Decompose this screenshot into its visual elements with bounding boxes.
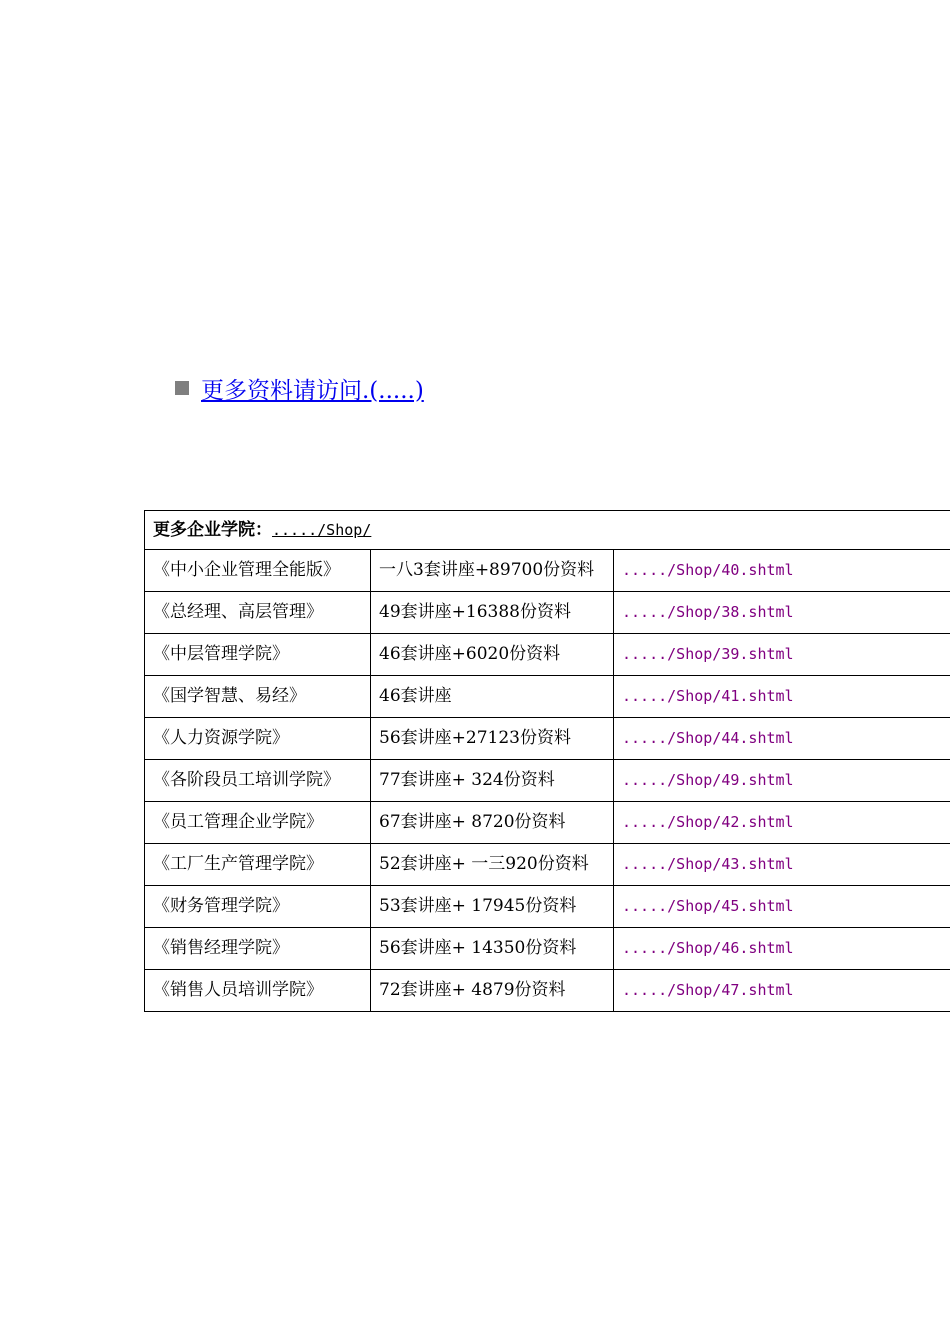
enterprise-college-table	[144, 510, 950, 1012]
table-row	[145, 928, 950, 970]
course-name: 《各阶段员工培训学院》	[145, 760, 371, 802]
course-content: 一八3套讲座+89700份资料	[371, 550, 614, 592]
square-bullet-icon	[175, 381, 189, 395]
table-row	[145, 844, 950, 886]
course-content: 46套讲座	[371, 676, 614, 718]
course-content: 56套讲座+ 14350份资料	[371, 928, 614, 970]
course-url-link[interactable]: ...../Shop/46.shtml	[622, 939, 794, 957]
course-url-link[interactable]: ...../Shop/49.shtml	[622, 771, 794, 789]
course-url-cell	[614, 928, 950, 970]
course-url-link[interactable]: ...../Shop/45.shtml	[622, 897, 794, 915]
course-url-link[interactable]: ...../Shop/47.shtml	[622, 981, 794, 999]
course-url-cell	[614, 592, 950, 634]
course-url-cell	[614, 718, 950, 760]
course-url-cell	[614, 970, 950, 1012]
course-url-cell	[614, 550, 950, 592]
course-name: 《总经理、高层管理》	[145, 592, 371, 634]
course-url-link[interactable]: ...../Shop/39.shtml	[622, 645, 794, 663]
table-header-cell	[145, 511, 950, 550]
course-name: 《国学智慧、易经》	[145, 676, 371, 718]
course-name: 《销售经理学院》	[145, 928, 371, 970]
course-content: 46套讲座+6020份资料	[371, 634, 614, 676]
course-content: 52套讲座+ 一三920份资料	[371, 844, 614, 886]
course-url-link[interactable]: ...../Shop/43.shtml	[622, 855, 794, 873]
course-url-link[interactable]: ...../Shop/41.shtml	[622, 687, 794, 705]
table-row	[145, 676, 950, 718]
course-content: 77套讲座+ 324份资料	[371, 760, 614, 802]
course-url-link[interactable]: ...../Shop/40.shtml	[622, 561, 794, 579]
course-content: 49套讲座+16388份资料	[371, 592, 614, 634]
table-row	[145, 634, 950, 676]
table-header-link[interactable]: ...../Shop/	[272, 521, 372, 539]
course-url-cell	[614, 886, 950, 928]
course-url-link[interactable]: ...../Shop/42.shtml	[622, 813, 794, 831]
course-content: 72套讲座+ 4879份资料	[371, 970, 614, 1012]
more-resources-line	[175, 372, 424, 404]
table-row	[145, 550, 950, 592]
table-row	[145, 592, 950, 634]
table-row	[145, 802, 950, 844]
course-name: 《中层管理学院》	[145, 634, 371, 676]
course-url-link[interactable]: ...../Shop/38.shtml	[622, 603, 794, 621]
table-header-row	[145, 511, 950, 550]
course-url-cell	[614, 634, 950, 676]
course-url-cell	[614, 676, 950, 718]
course-url-cell	[614, 802, 950, 844]
course-name: 《工厂生产管理学院》	[145, 844, 371, 886]
course-url-cell	[614, 844, 950, 886]
course-content: 56套讲座+27123份资料	[371, 718, 614, 760]
table-row	[145, 886, 950, 928]
table-row	[145, 760, 950, 802]
table-row	[145, 970, 950, 1012]
course-name: 《销售人员培训学院》	[145, 970, 371, 1012]
course-content: 53套讲座+ 17945份资料	[371, 886, 614, 928]
table-row	[145, 718, 950, 760]
course-name: 《员工管理企业学院》	[145, 802, 371, 844]
course-name: 《中小企业管理全能版》	[145, 550, 371, 592]
table-header-label: 更多企业学院：	[153, 520, 272, 540]
course-name: 《人力资源学院》	[145, 718, 371, 760]
more-resources-link[interactable]: 更多资料请访问.(.....)	[201, 377, 424, 404]
course-url-link[interactable]: ...../Shop/44.shtml	[622, 729, 794, 747]
course-content: 67套讲座+ 8720份资料	[371, 802, 614, 844]
course-url-cell	[614, 760, 950, 802]
course-name: 《财务管理学院》	[145, 886, 371, 928]
